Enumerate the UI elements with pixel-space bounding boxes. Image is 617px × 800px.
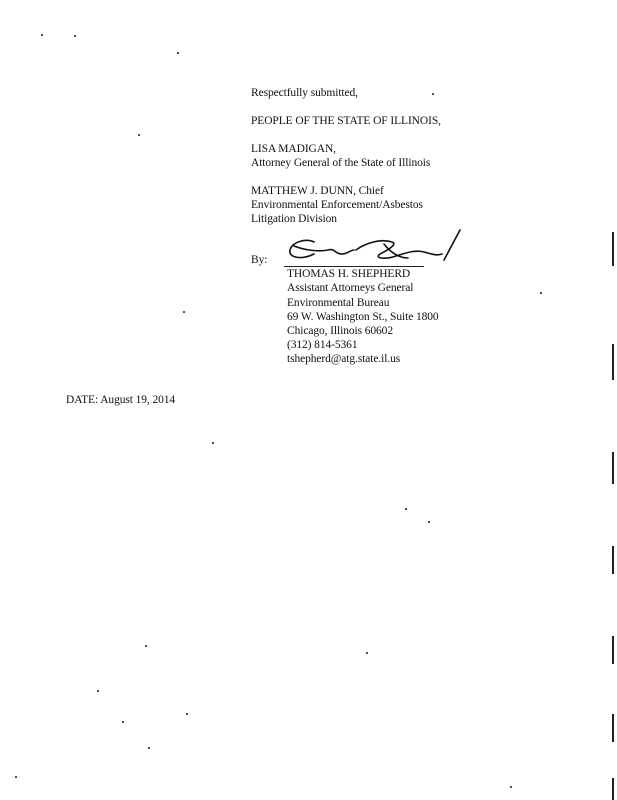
- scan-speck: [540, 292, 542, 294]
- phone-number: (312) 814-5361: [287, 339, 358, 351]
- address-line-2: Chicago, Illinois 60602: [287, 325, 393, 337]
- scan-speck: [177, 52, 179, 54]
- email-address: tshepherd@atg.state.il.us: [287, 353, 401, 365]
- scan-speck: [186, 713, 188, 715]
- signer-name: THOMAS H. SHEPHERD: [287, 268, 411, 280]
- chief-name: MATTHEW J. DUNN, Chief: [251, 185, 384, 197]
- scan-speck: [122, 721, 124, 723]
- attorney-general-title: Attorney General of the State of Illinois: [251, 157, 431, 169]
- scan-speck: [510, 786, 512, 788]
- scan-speck: [183, 311, 185, 313]
- scan-edge-mark: [612, 232, 614, 266]
- handwritten-signature: [284, 228, 464, 266]
- scan-speck: [148, 747, 150, 749]
- scan-speck: [97, 690, 99, 692]
- scan-speck: [428, 521, 430, 523]
- scan-speck: [145, 645, 147, 647]
- attorney-general-name: LISA MADIGAN,: [251, 143, 336, 155]
- scan-speck: [41, 34, 43, 36]
- date-line: DATE: August 19, 2014: [66, 394, 176, 406]
- scan-speck: [212, 442, 214, 444]
- by-label: By:: [251, 254, 268, 266]
- scan-edge-mark: [612, 714, 614, 742]
- scan-edge-mark: [612, 778, 614, 800]
- scan-speck: [432, 93, 434, 95]
- closing-text: Respectfully submitted,: [251, 87, 358, 99]
- scan-edge-mark: [612, 452, 614, 484]
- party-name: PEOPLE OF THE STATE OF ILLINOIS,: [251, 115, 441, 127]
- scan-speck: [74, 35, 76, 37]
- scan-speck: [138, 134, 140, 136]
- bureau-name: Environmental Bureau: [287, 297, 390, 309]
- division-line-1: Environmental Enforcement/Asbestos: [251, 199, 423, 211]
- scan-edge-mark: [612, 344, 614, 380]
- address-line-1: 69 W. Washington St., Suite 1800: [287, 311, 439, 323]
- division-line-2: Litigation Division: [251, 213, 337, 225]
- scan-speck: [15, 776, 17, 778]
- scan-edge-mark: [612, 546, 614, 574]
- scan-edge-mark: [612, 636, 614, 664]
- signer-title: Assistant Attorneys General: [287, 282, 414, 294]
- scan-speck: [405, 508, 407, 510]
- scan-speck: [366, 652, 368, 654]
